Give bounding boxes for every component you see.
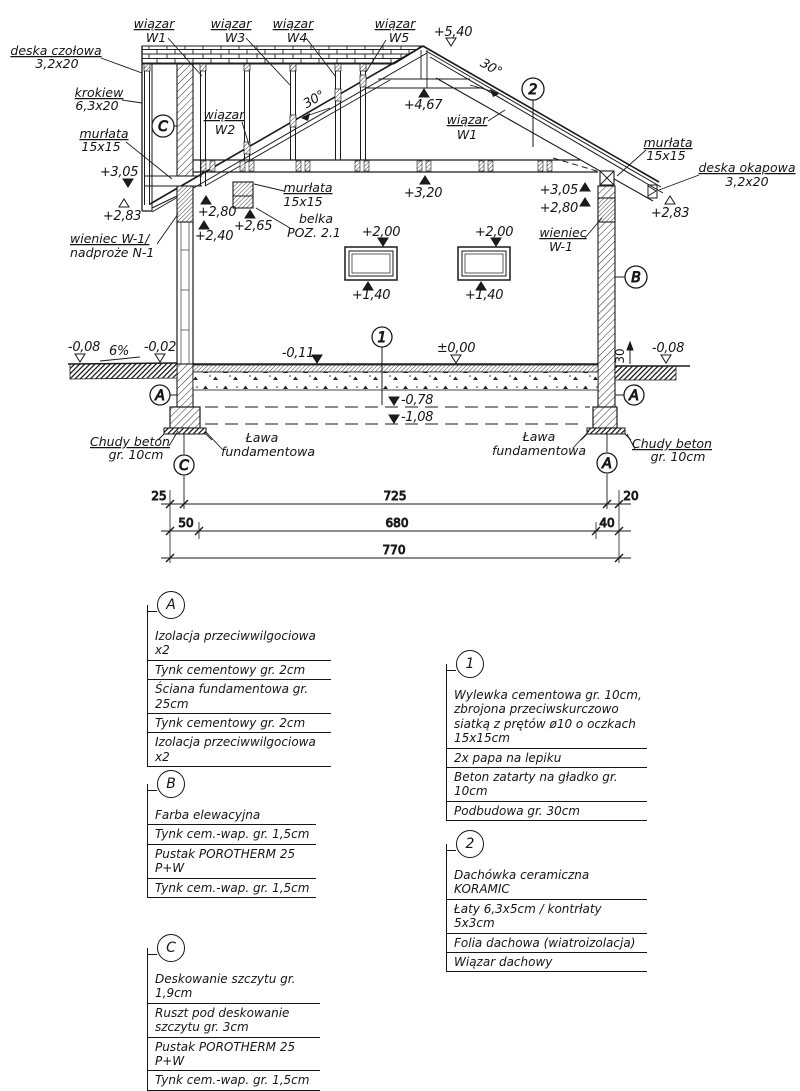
label-murlata-mid: murłata <box>283 180 333 195</box>
label-lawa-right: Ława <box>522 429 556 444</box>
label-wieniec-right: wieniec <box>539 225 587 240</box>
floor-and-ground <box>68 357 690 509</box>
level-283-right: +2,83 <box>650 206 690 221</box>
marker-c-top: C <box>158 119 168 135</box>
legend-b-item: Tynk cem.-wap. gr. 1,5cm <box>148 825 316 844</box>
label-truss-w1-slope-id: W1 <box>456 127 478 142</box>
legend-c-item: Pustak POROTHERM 25 P+W <box>148 1038 320 1072</box>
legend-a-head <box>148 597 331 618</box>
legend-c-head <box>148 940 320 961</box>
label-truss-w5-word: wiązar <box>374 16 416 31</box>
plinth-30-dim: 30 <box>613 348 627 364</box>
label-truss-w3-word: wiązar <box>210 16 252 31</box>
legend-a-item: Izolacja przeciwwilgociowa x2 <box>148 627 331 661</box>
legend-b-head <box>148 776 316 797</box>
legend-b-item: Pustak POROTHERM 25 P+W <box>148 845 316 879</box>
roof-angle-right: 30° <box>477 55 505 81</box>
slope-6-percent: 6% <box>108 344 130 359</box>
label-truss-w1-slope-word: wiązar <box>446 112 488 127</box>
legend-b-item: Farba elewacyjna <box>148 806 316 825</box>
dim-680: 680 <box>385 516 409 530</box>
label-chudy-beton-left-size: gr. 10cm <box>108 447 164 462</box>
level-minus078: -0,78 <box>401 393 434 408</box>
legend-a-marker: A <box>157 591 185 619</box>
level-minus002: -0,02 <box>143 340 177 355</box>
legend-2-item: Łaty 6,3x5cm / kontrłaty 5x3cm <box>447 900 647 934</box>
legend-1 <box>446 656 647 821</box>
window-2 <box>458 247 510 280</box>
level-zero: ±0,00 <box>436 341 476 356</box>
legend-a-item: Tynk cementowy gr. 2cm <box>148 714 331 733</box>
dim-40: 40 <box>599 516 615 530</box>
label-wieniec-right-id: W-1 <box>549 239 573 254</box>
legend-b <box>147 776 316 898</box>
label-krokiew-size: 6,3x20 <box>75 98 119 113</box>
legend-2-item: Wiązar dachowy <box>447 953 647 972</box>
label-murlata-left: murłata <box>79 126 129 141</box>
label-deska-okapowa-size: 3,2x20 <box>725 174 769 189</box>
label-chudy-beton-left: Chudy beton <box>90 434 170 449</box>
level-305-right: +3,05 <box>539 183 578 198</box>
legend-a-item: Ściana fundamentowa gr. 25cm <box>148 680 331 714</box>
level-140-win2: +1,40 <box>464 288 504 303</box>
dim-770: 770 <box>382 543 406 557</box>
label-lawa-left-2: fundamentowa <box>220 444 316 459</box>
level-ceiling: +3,20 <box>403 186 443 201</box>
level-minus011: -0,11 <box>281 346 315 361</box>
marker-2: 2 <box>528 82 538 98</box>
level-collar: +4,67 <box>403 98 443 113</box>
roof-angle-left: 30° <box>300 87 328 113</box>
legend-c-item: Ruszt pod deskowanie szczytu gr. 3cm <box>148 1004 320 1038</box>
level-305-left: +3,05 <box>99 165 139 180</box>
label-belka: belka <box>299 211 333 226</box>
level-minus108: -1,08 <box>401 410 434 425</box>
label-truss-w1-id: W1 <box>145 30 167 45</box>
label-krokiew: krokiew <box>74 85 124 100</box>
label-nadproze-left: nadproże N-1 <box>70 245 155 260</box>
legend-a-item: Tynk cementowy gr. 2cm <box>148 661 331 680</box>
level-283-left: +2,83 <box>102 209 142 224</box>
legend-a-item: Izolacja przeciwwilgociowa x2 <box>148 733 331 767</box>
legend-2-head <box>447 836 647 857</box>
legend-2-item: Dachówka ceramiczna KORAMIC <box>447 866 647 900</box>
label-lawa-left: Ława <box>245 430 279 445</box>
legend-1-marker: 1 <box>456 650 484 678</box>
level-280-right: +2,80 <box>539 201 578 216</box>
label-lawa-right-2: fundamentowa <box>491 443 587 458</box>
label-truss-w2-word: wiązar <box>203 107 245 122</box>
legend-a <box>147 597 331 767</box>
marker-a-bottom: A <box>602 456 612 472</box>
level-265: +2,65 <box>233 219 273 234</box>
legend-2-item: Folia dachowa (wiatroizolacja) <box>447 934 647 953</box>
dim-20: 20 <box>623 489 639 503</box>
label-murlata-mid-size: 15x15 <box>283 194 323 209</box>
level-280-left: +2,80 <box>197 205 237 220</box>
dim-50: 50 <box>178 516 194 530</box>
label-truss-w1-word: wiązar <box>133 16 175 31</box>
label-truss-w4-word: wiązar <box>272 16 314 31</box>
label-deska-czolowa: deska czołowa <box>10 43 102 58</box>
legend-2-marker: 2 <box>456 830 484 858</box>
label-wieniec-left: wieniec W-1/ <box>70 231 150 246</box>
label-murlata-right-size: 15x15 <box>646 148 686 163</box>
legend-c-item: Tynk cem.-wap. gr. 1,5cm <box>148 1071 320 1090</box>
level-minus008-right: -0,08 <box>651 341 685 356</box>
label-murlata-left-size: 15x15 <box>81 139 121 154</box>
dimension-lines <box>151 489 638 563</box>
legend-1-item: Beton zatarty na gładko gr. 10cm <box>447 768 647 802</box>
legend-1-head <box>447 656 647 677</box>
marker-1: 1 <box>377 330 387 346</box>
marker-c-bottom: C <box>179 458 189 474</box>
legend-1-item: Wylewka cementowa gr. 10cm, zbrojona przeciwskurczowo siatką z prętów ø10 o oczkach 15x15cm <box>447 686 647 749</box>
window-1 <box>345 247 397 280</box>
label-deska-okapowa: deska okapowa <box>698 160 796 175</box>
legend-2 <box>446 836 647 972</box>
label-chudy-beton-right-size: gr. 10cm <box>650 449 706 464</box>
legend-1-item: 2x papa na lepiku <box>447 749 647 768</box>
legend-c-marker: C <box>157 934 185 962</box>
label-truss-w3-id: W3 <box>224 30 246 45</box>
marker-b: B <box>631 270 641 286</box>
label-murlata-right: murłata <box>643 135 693 150</box>
label-chudy-beton-right: Chudy beton <box>632 436 712 451</box>
legend-b-marker: B <box>157 770 185 798</box>
legend-b-item: Tynk cem.-wap. gr. 1,5cm <box>148 879 316 898</box>
dim-725: 725 <box>383 489 407 503</box>
level-minus008-left: -0,08 <box>67 340 101 355</box>
level-ridge: +5,40 <box>433 25 473 40</box>
label-truss-w4-id: W4 <box>286 30 308 45</box>
level-200-win2: +2,00 <box>474 225 514 240</box>
dim-25: 25 <box>151 489 167 503</box>
legend-c-item: Deskowanie szczytu gr. 1,9cm <box>148 970 320 1004</box>
label-truss-w5-id: W5 <box>388 30 410 45</box>
marker-a-right: A <box>629 388 639 404</box>
level-240-left: +2,40 <box>194 229 234 244</box>
legend-c <box>147 940 320 1091</box>
label-truss-w2-id: W2 <box>214 122 236 137</box>
label-belka-poz: POZ. 2.1 <box>287 225 341 240</box>
level-140-win1: +1,40 <box>351 288 391 303</box>
label-deska-czolowa-size: 3,2x20 <box>35 56 79 71</box>
legend-1-item: Podbudowa gr. 30cm <box>447 802 647 821</box>
level-200-win1: +2,00 <box>361 225 401 240</box>
marker-a-left: A <box>155 388 165 404</box>
